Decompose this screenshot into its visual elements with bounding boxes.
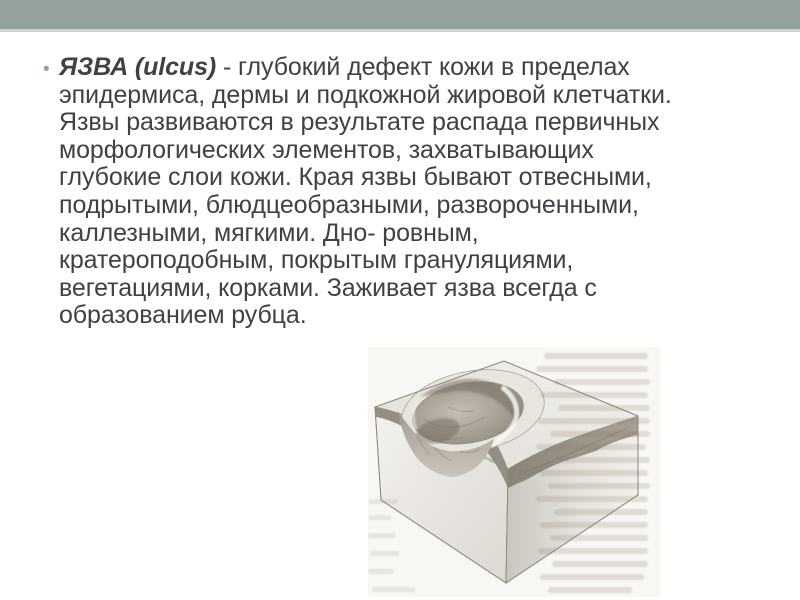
text-line: глубокие слои кожи. Края язвы бывают отвесными,	[59, 163, 652, 192]
text-line: эпидермиса, дермы и подкожной жировой клетчатки.	[59, 80, 672, 109]
text-line: кратероподобным, покрытым грануляциями,	[59, 246, 574, 275]
slide-text-block	[43, 53, 769, 330]
skin-ulcer-illustration	[368, 347, 660, 597]
text-line: каллезными, мягкими. Дно- ровным,	[59, 218, 479, 247]
accent-bar	[0, 0, 800, 32]
text-line: морфологических элементов, захватывающих	[59, 135, 594, 164]
text-line	[43, 53, 769, 82]
text-line: подрытыми, блюдцеобразными, развороченными,	[59, 190, 639, 219]
text-line: Язвы развиваются в результате распада первичных	[59, 108, 660, 137]
text-line-0: - глубокий дефект кожи в пределах	[216, 53, 630, 81]
bullet-marker: •	[43, 59, 50, 80]
text-line: образованием рубца.	[59, 301, 307, 330]
text-line: вегетациями, корками. Заживает язва всегда с	[59, 273, 597, 302]
term-label: ЯЗВА (ulcus)	[59, 53, 217, 81]
